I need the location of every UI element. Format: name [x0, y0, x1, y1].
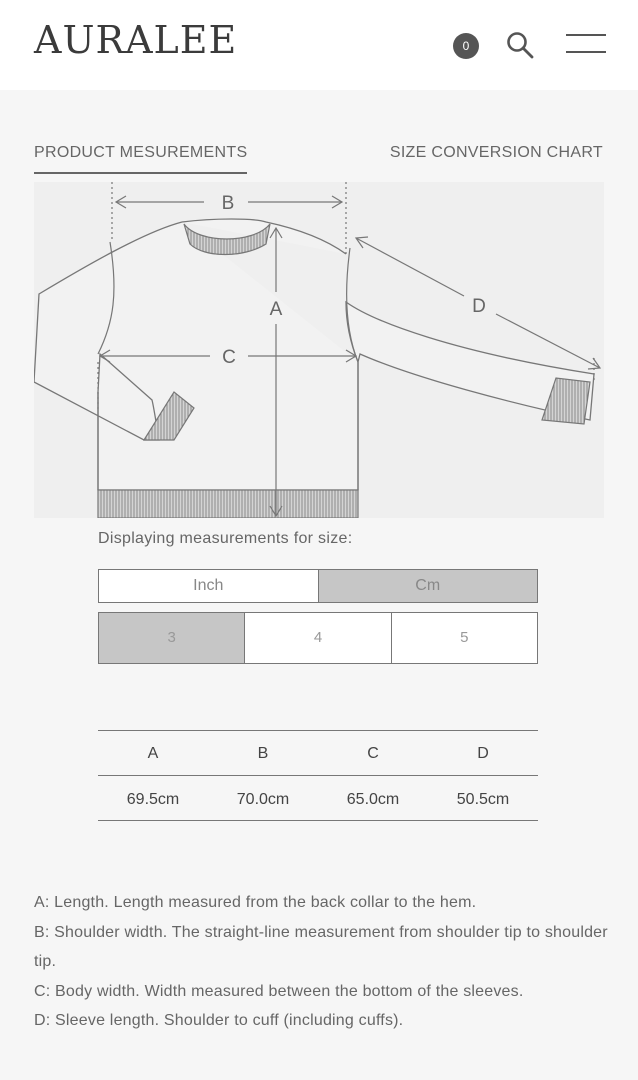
note-length: A: Length. Length measured from the back collar to the hem. — [34, 894, 477, 911]
size-option-3[interactable]: 3 — [99, 613, 244, 663]
table-header-row — [98, 731, 538, 776]
sweater-measurement-diagram — [34, 182, 604, 518]
measurement-table — [98, 730, 538, 821]
diagram-label-b: B — [221, 193, 235, 214]
menu-icon[interactable] — [566, 34, 606, 54]
size-option-5[interactable]: 5 — [391, 613, 537, 663]
table-cell: 50.5cm — [456, 791, 510, 808]
cart-count-badge[interactable]: 0 — [453, 33, 479, 59]
table-cell: 65.0cm — [346, 791, 400, 808]
brand-logo[interactable]: AURALEE — [34, 18, 238, 62]
tab-product-measurements[interactable]: PRODUCT MESUREMENTS — [34, 144, 247, 174]
size-option-4[interactable]: 4 — [244, 613, 390, 663]
diagram-label-a: A — [269, 299, 283, 320]
size-selector — [98, 612, 538, 664]
diagram-label-d: D — [472, 296, 486, 317]
size-caption: Displaying measurements for size: — [98, 530, 353, 547]
column-header: D — [477, 745, 489, 762]
column-header: C — [367, 745, 379, 762]
table-row — [98, 776, 538, 820]
unit-option-cm[interactable]: Cm — [318, 570, 538, 602]
column-header: A — [147, 745, 159, 762]
unit-toggle — [98, 569, 538, 603]
unit-option-inch[interactable]: Inch — [99, 570, 318, 602]
note-sleeve-length: D: Sleeve length. Shoulder to cuff (including cuffs). — [34, 1012, 404, 1029]
diagram-label-c: C — [222, 347, 236, 368]
search-icon[interactable] — [505, 30, 535, 60]
site-header — [0, 0, 638, 90]
note-body-width: C: Body width. Width measured between the bottom of the sleeves. — [34, 982, 524, 1000]
column-header: B — [257, 745, 269, 762]
measurement-notes — [34, 888, 609, 1036]
table-cell: 70.0cm — [236, 791, 290, 808]
tab-size-conversion-chart[interactable]: SIZE CONVERSION CHART — [389, 144, 603, 161]
note-shoulder-width: B: Shoulder width. The straight-line measurement from shoulder tip to shoulder tip. — [34, 923, 608, 970]
table-cell: 69.5cm — [126, 791, 180, 808]
